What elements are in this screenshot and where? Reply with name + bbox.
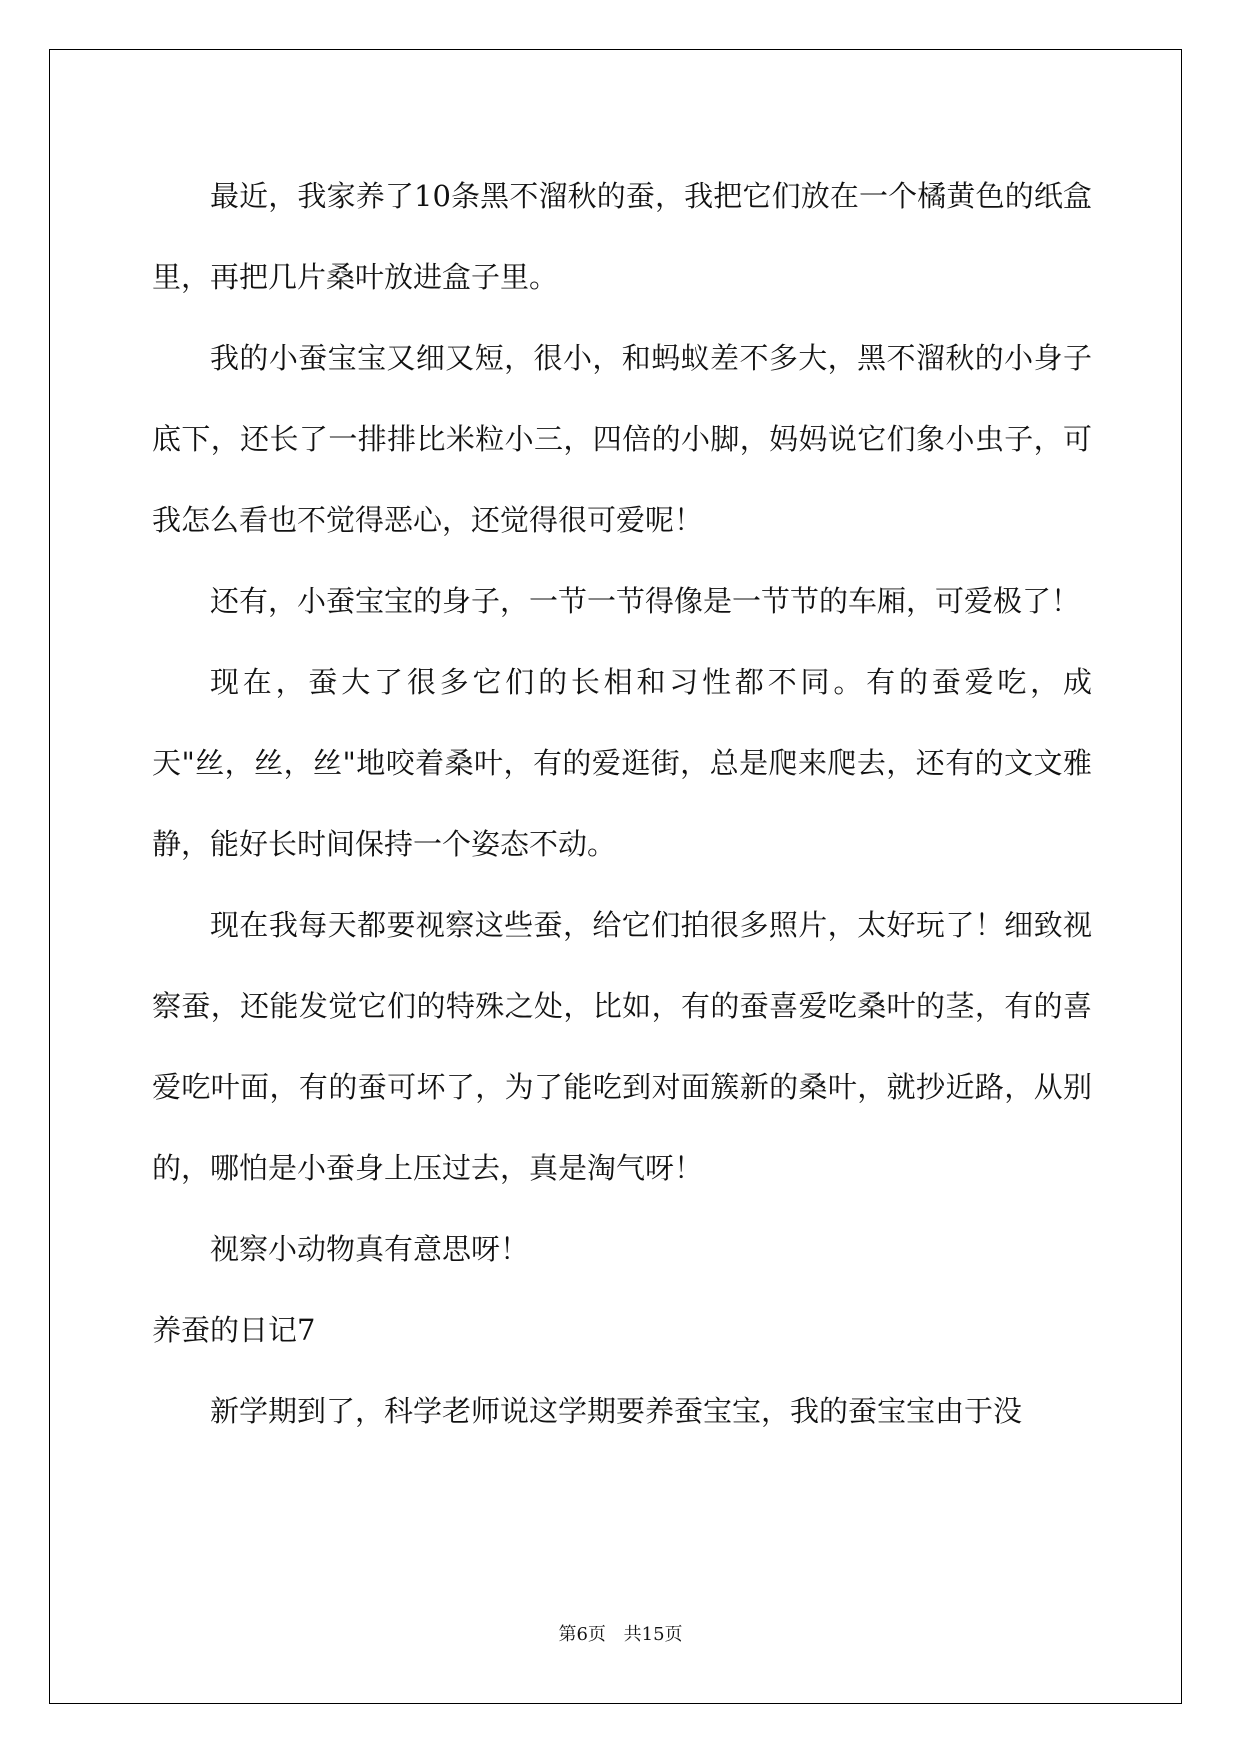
document-body bbox=[152, 156, 1092, 1452]
paragraph: 新学期到了，科学老师说这学期要养蚕宝宝，我的蚕宝宝由于没 bbox=[210, 1394, 1023, 1428]
page-total: 共15页 bbox=[623, 1624, 683, 1645]
paragraph: 我的小蚕宝宝又细又短，很小，和蚂蚁差不多大，黑不溜秋的小身子底下，还长了一排排比米粒小三，四倍的小脚，妈妈说它们象小虫子，可我怎么看也不觉得恶心，还觉得很可爱呢！ bbox=[152, 341, 1092, 537]
page-footer bbox=[0, 1620, 1241, 1646]
paragraph: 最近，我家养了10条黑不溜秋的蚕，我把它们放在一个橘黄色的纸盒里，再把几片桑叶放进盒子里。 bbox=[152, 179, 1092, 294]
paragraph: 视察小动物真有意思呀！ bbox=[210, 1232, 530, 1266]
paragraph: 还有，小蚕宝宝的身子，一节一节得像是一节节的车厢，可爱极了！ bbox=[210, 584, 1081, 618]
paragraph: 现在我每天都要视察这些蚕，给它们拍很多照片，太好玩了！细致视察蚕，还能发觉它们的特殊之处，比如，有的蚕喜爱吃桑叶的茎，有的喜爱吃叶面，有的蚕可坏了，为了能吃到对面簇新的桑叶，就抄近路，从别的，哪怕是小蚕身上压过去，真是淘气呀！ bbox=[152, 908, 1092, 1185]
paragraph: 现在，蚕大了很多它们的长相和习性都不同。有的蚕爱吃，成天"丝，丝，丝"地咬着桑叶，有的爱逛街，总是爬来爬去，还有的文文雅静，能好长时间保持一个姿态不动。 bbox=[152, 665, 1092, 861]
page-number: 第6页 bbox=[558, 1624, 606, 1645]
section-heading: 养蚕的日记7 bbox=[152, 1313, 316, 1347]
